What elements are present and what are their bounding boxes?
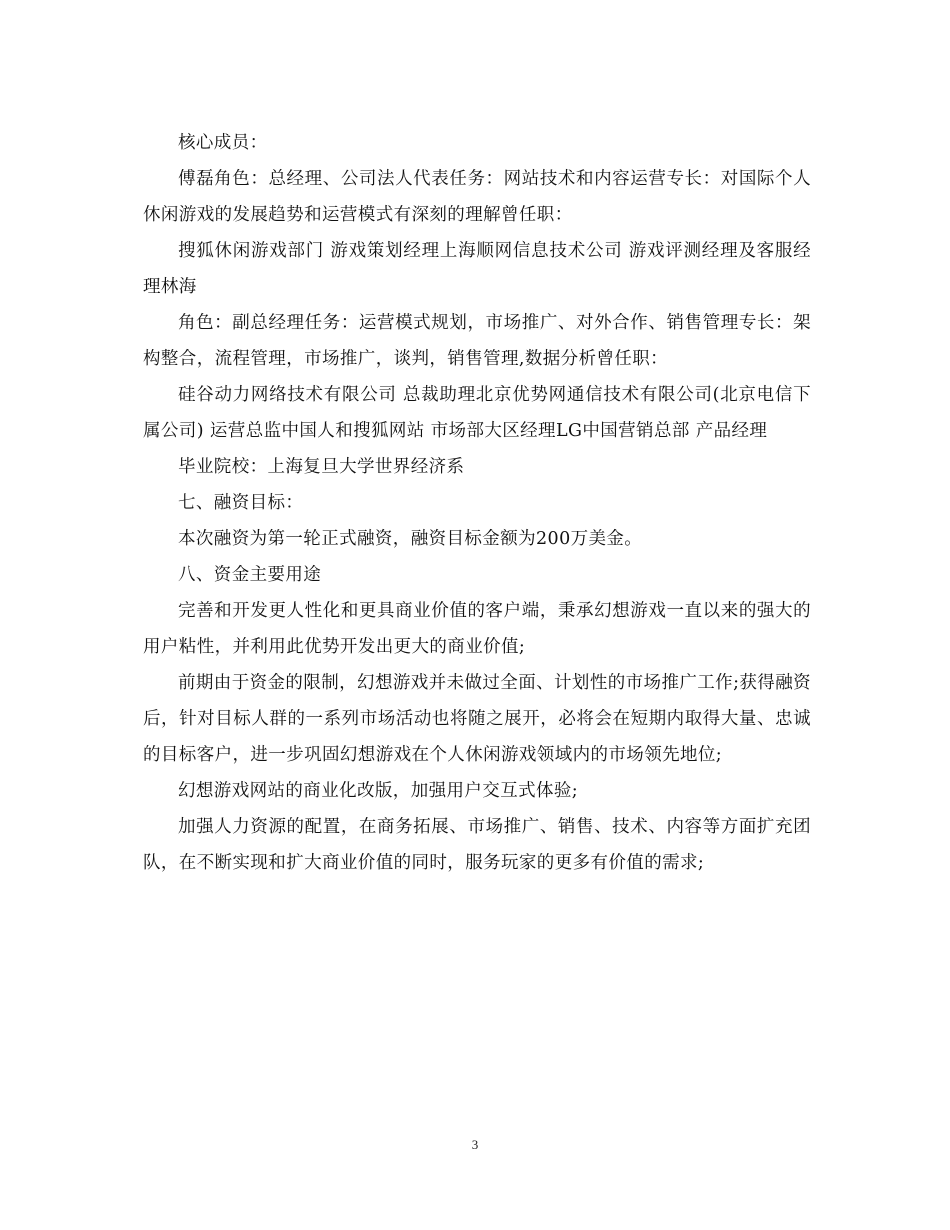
paragraph-usage-hr: 加强人力资源的配置，在商务拓展、市场推广、销售、技术、内容等方面扩充团队，在不断实现和扩大商业价值的同时，服务玩家的更多有价值的需求; (143, 817, 811, 873)
document-body (143, 125, 811, 881)
paragraph-financing-goal: 本次融资为第一轮正式融资，融资目标金额为200万美金。 (178, 529, 643, 549)
page-number: 3 (471, 1137, 479, 1152)
paragraph-core-members: 核心成员： (178, 133, 268, 153)
paragraph-usage-client: 完善和开发更人性化和更具商业价值的客户端，秉承幻想游戏一直以来的强大的用户粘性，并利用此优势开发出更大的商业价值; (143, 601, 811, 657)
paragraph-fu-lei-role: 傅磊角色：总经理、公司法人代表任务：网站技术和内容运营专长：对国际个人休闲游戏的发展趋势和运营模式有深刻的理解曾任职： (143, 169, 811, 225)
paragraph-lin-hai-history: 硅谷动力网络技术有限公司 总裁助理北京优势网通信技术有限公司(北京电信下属公司) 运营总监中国人和搜狐网站 市场部大区经理LG中国营销总部 产品经理 (143, 385, 811, 441)
paragraph-lin-hai-role: 角色：副总经理任务：运营模式规划，市场推广、对外合作、销售管理专长：架构整合，流程管理，市场推广，谈判，销售管理,数据分析曾任职： (143, 313, 811, 369)
paragraph-usage-website: 幻想游戏网站的商业化改版，加强用户交互式体验; (178, 781, 579, 801)
section-heading-fund-usage: 八、资金主要用途 (178, 565, 322, 585)
paragraph-fu-lei-history: 搜狐休闲游戏部门 游戏策划经理上海顺网信息技术公司 游戏评测经理及客服经理林海 (143, 241, 811, 297)
paragraph-usage-marketing: 前期由于资金的限制，幻想游戏并未做过全面、计划性的市场推广工作;获得融资后，针对目标人群的一系列市场活动也将随之展开，必将会在短期内取得大量、忠诚的目标客户，进一步巩固幻想游戏在个人休闲游戏领域内的市场领先地位; (143, 673, 811, 765)
section-heading-financing-goal: 七、融资目标： (178, 493, 304, 513)
paragraph-education: 毕业院校：上海复旦大学世界经济系 (178, 457, 465, 477)
